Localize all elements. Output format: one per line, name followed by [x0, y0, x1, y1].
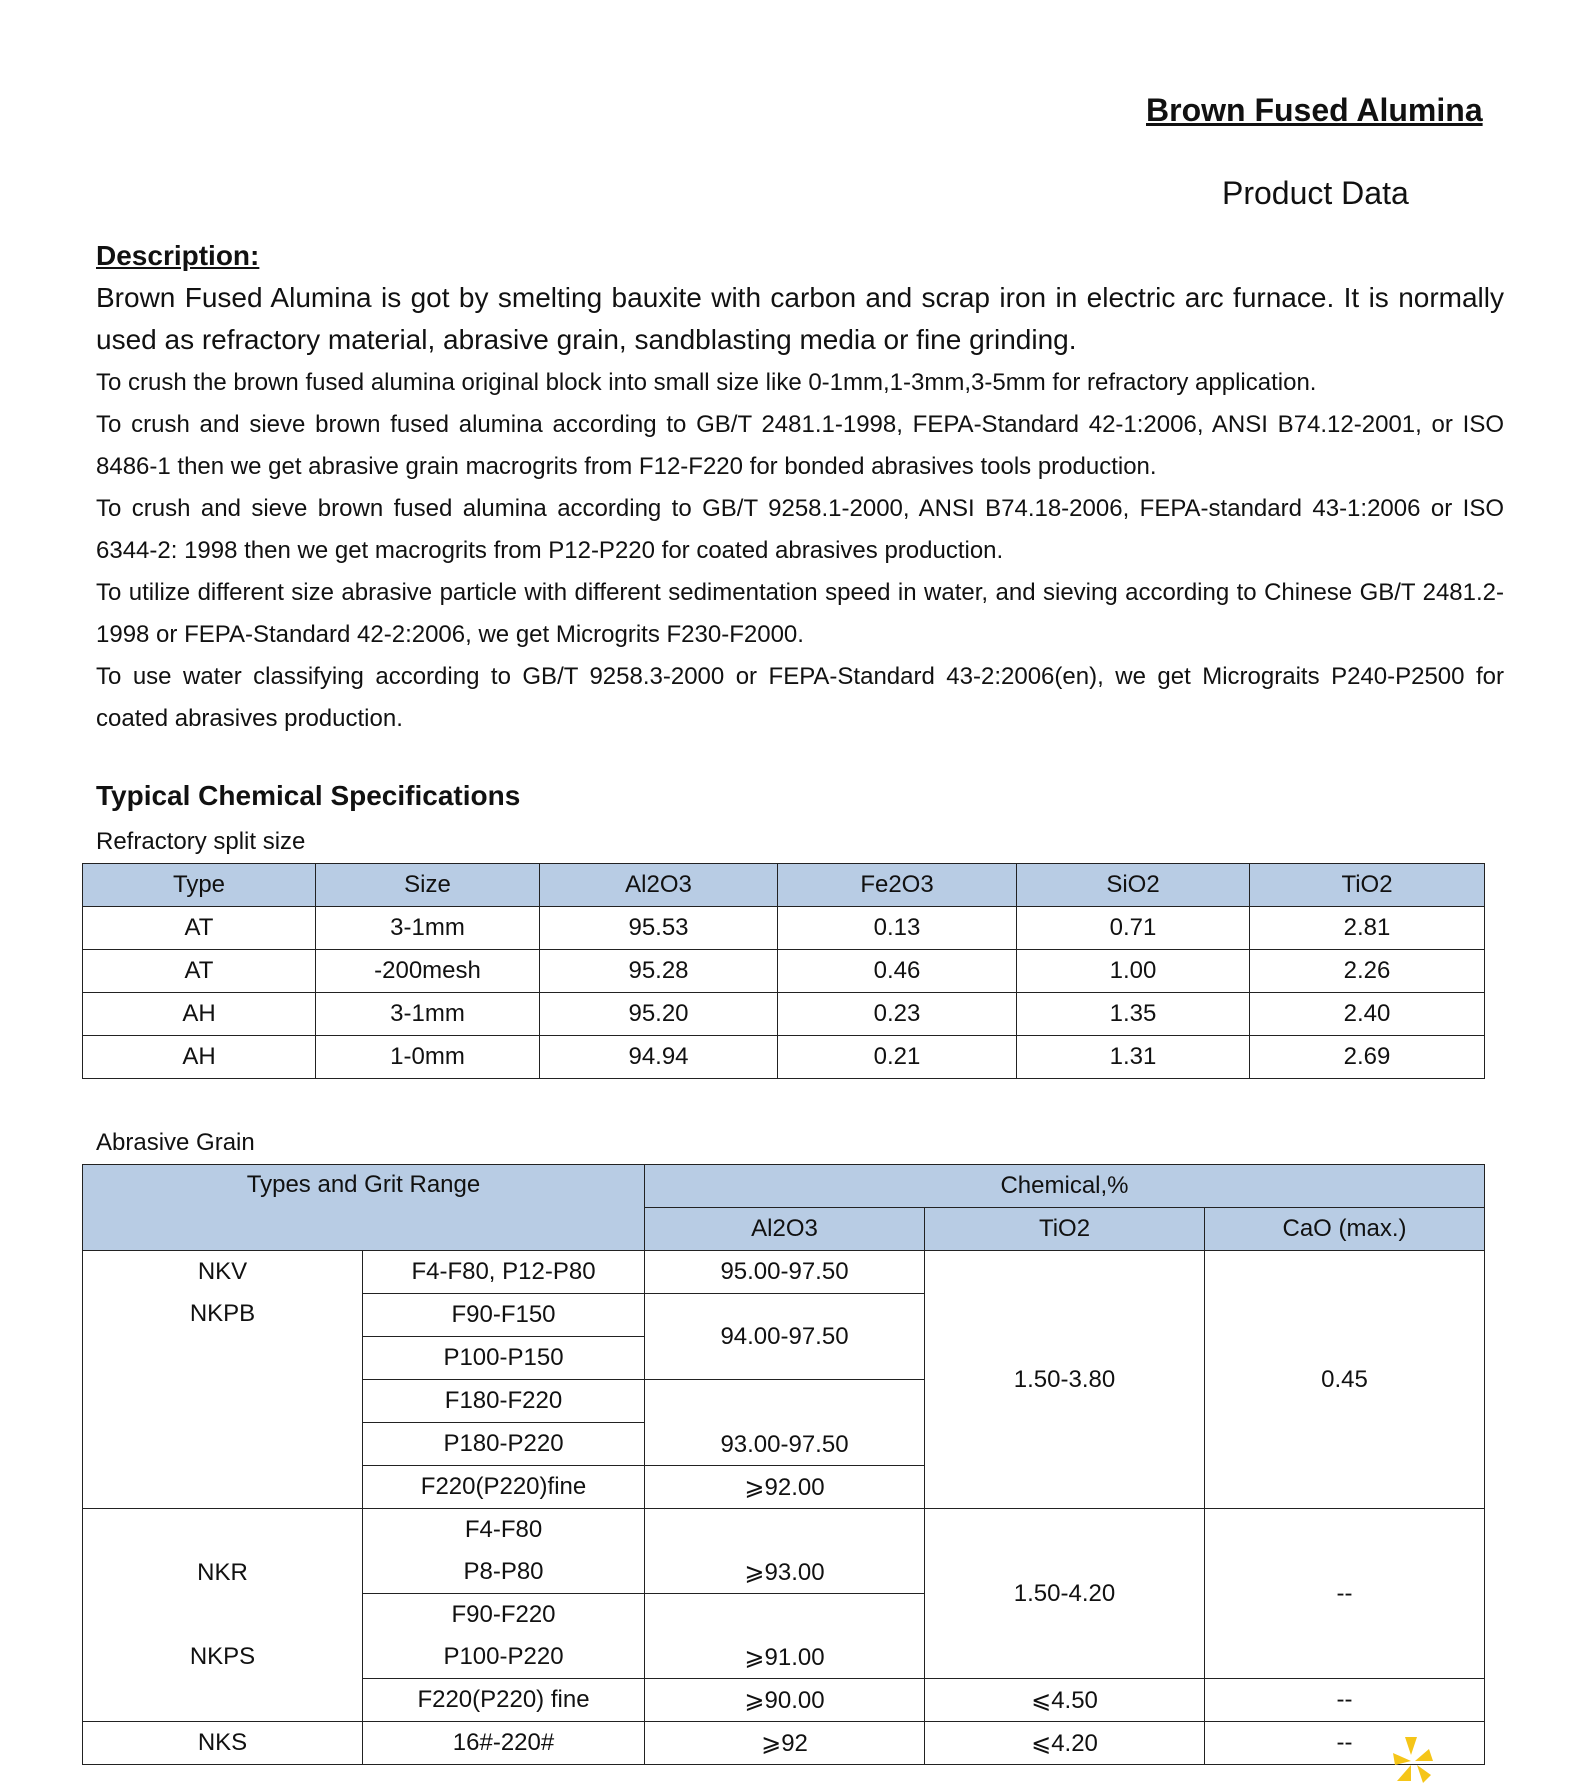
refractory-header-sio2: SiO2	[1017, 864, 1250, 907]
table-row	[83, 1722, 1485, 1765]
table-row	[83, 950, 1485, 993]
abrasive-header-tio2: TiO2	[925, 1208, 1205, 1251]
grit-range-cell: F4-F80, P12-P80	[363, 1251, 645, 1294]
description-paragraph-5: To use water classifying according to GB/T 9258.3-2000 or FEPA-Standard 43-2:2006(en), we get Micrograits P240-P2500 for coated abrasives production.	[96, 663, 1504, 732]
description-paragraph-1: To crush the brown fused alumina original block into small size like 0-1mm,1-3mm,3-5mm for refractory application.	[96, 369, 1317, 396]
type-label-nkv: NKV	[197, 1258, 248, 1285]
refractory-header-tio2: TiO2	[1250, 864, 1485, 907]
grit-range-cell: F220(P220) fine	[363, 1679, 645, 1722]
table-cell: 2.40	[1250, 993, 1485, 1036]
document-title: Brown Fused Alumina	[1146, 92, 1483, 128]
grit-range-cell: F180-F220	[363, 1380, 645, 1423]
abrasive-header-al2o3: Al2O3	[645, 1208, 925, 1251]
watermark-logo-icon	[1385, 1735, 1445, 1783]
al2o3-cell: ⩾91.00	[645, 1594, 925, 1679]
table-cell: 1.31	[1017, 1036, 1250, 1079]
refractory-table	[82, 863, 1485, 1079]
table-cell: -200mesh	[316, 950, 540, 993]
description-lead: Brown Fused Alumina is got by smelting bauxite with carbon and scrap iron in electric arc furnace. It is normally used as refractory material, abrasive grain, sandblasting media or fine grinding.	[96, 282, 1504, 355]
table-cell: 95.20	[540, 993, 778, 1036]
cao-cell: 0.45	[1205, 1251, 1485, 1509]
type-label-nkpb: NKPB	[189, 1300, 256, 1327]
table-cell: AT	[83, 907, 316, 950]
refractory-header-size: Size	[316, 864, 540, 907]
table-cell: 2.81	[1250, 907, 1485, 950]
table-cell: 0.21	[778, 1036, 1017, 1079]
type-label-nkps: NKPS	[189, 1643, 256, 1670]
tio2-cell: 1.50-4.20	[925, 1509, 1205, 1679]
abrasive-header-types: Types and Grit Range	[83, 1165, 645, 1251]
grit-range-cell: F90-F150	[363, 1294, 645, 1337]
tio2-cell: 1.50-3.80	[925, 1251, 1205, 1509]
table-cell: 1-0mm	[316, 1036, 540, 1079]
table-cell: 0.46	[778, 950, 1017, 993]
grit-range-cell	[363, 1509, 645, 1594]
table-cell: 95.53	[540, 907, 778, 950]
al2o3-cell: 94.00-97.50	[645, 1294, 925, 1380]
cao-cell: --	[1205, 1722, 1485, 1765]
table-row	[83, 907, 1485, 950]
table-cell: 1.00	[1017, 950, 1250, 993]
type-cell-nkr-nkps	[83, 1509, 363, 1722]
refractory-table-caption: Refractory split size	[96, 828, 306, 855]
table-row	[83, 1509, 1485, 1594]
refractory-header-al2o3: Al2O3	[540, 864, 778, 907]
grit-range-cell: P180-P220	[363, 1423, 645, 1466]
grit-range-line: P100-P220	[443, 1643, 564, 1670]
al2o3-cell: ⩾92	[645, 1722, 925, 1765]
cao-cell: --	[1205, 1509, 1485, 1679]
tio2-cell: ⩽4.50	[925, 1679, 1205, 1722]
grit-range-line: F90-F220	[451, 1601, 556, 1628]
document-subtitle: Product Data	[1222, 175, 1409, 211]
abrasive-header-cao: CaO (max.)	[1205, 1208, 1485, 1251]
grit-range-cell: P100-P150	[363, 1337, 645, 1380]
grit-range-cell: 16#-220#	[363, 1722, 645, 1765]
type-label-nkr: NKR	[197, 1559, 248, 1586]
description-paragraph-4: To utilize different size abrasive particle with different sedimentation speed in water, and sieving according to Chinese GB/T 2481.2-1998 or FEPA-Standard 42-2:2006, we get Microgrits F230-F2000.	[96, 579, 1504, 648]
description-paragraph-3: To crush and sieve brown fused alumina according to GB/T 9258.1-2000, ANSI B74.18-2006, FEPA-standard 43-1:2006 or ISO 6344-2: 1998 then we get macrogrits from P12-P220 for coated abrasives production.	[96, 495, 1504, 564]
tio2-cell: ⩽4.20	[925, 1722, 1205, 1765]
al2o3-cell: ⩾90.00	[645, 1679, 925, 1722]
table-row	[83, 1251, 1485, 1294]
cao-cell: --	[1205, 1679, 1485, 1722]
refractory-header-fe2o3: Fe2O3	[778, 864, 1017, 907]
type-cell-nks: NKS	[83, 1722, 363, 1765]
abrasive-table-caption: Abrasive Grain	[96, 1129, 255, 1156]
table-cell: 3-1mm	[316, 907, 540, 950]
table-cell: AH	[83, 993, 316, 1036]
table-row	[83, 1036, 1485, 1079]
al2o3-cell: 95.00-97.50	[645, 1251, 925, 1294]
al2o3-cell: 93.00-97.50	[645, 1380, 925, 1466]
table-cell: 0.13	[778, 907, 1017, 950]
al2o3-cell: ⩾92.00	[645, 1466, 925, 1509]
table-cell: 3-1mm	[316, 993, 540, 1036]
refractory-header-type: Type	[83, 864, 316, 907]
description-heading: Description:	[96, 240, 260, 271]
grit-range-cell	[363, 1594, 645, 1679]
table-cell: 94.94	[540, 1036, 778, 1079]
table-cell: 1.35	[1017, 993, 1250, 1036]
al2o3-cell: ⩾93.00	[645, 1509, 925, 1594]
table-cell: 0.71	[1017, 907, 1250, 950]
grit-range-line: P8-P80	[463, 1558, 544, 1585]
chemical-specs-heading: Typical Chemical Specifications	[96, 780, 521, 811]
table-cell: AT	[83, 950, 316, 993]
type-cell-nkv-nkpb	[83, 1251, 363, 1509]
table-cell: AH	[83, 1036, 316, 1079]
abrasive-table	[82, 1164, 1485, 1765]
table-cell: 0.23	[778, 993, 1017, 1036]
grit-range-line: F4-F80	[464, 1516, 543, 1543]
table-cell: 95.28	[540, 950, 778, 993]
table-cell: 2.69	[1250, 1036, 1485, 1079]
table-row	[83, 993, 1485, 1036]
table-cell: 2.26	[1250, 950, 1485, 993]
description-paragraph-2: To crush and sieve brown fused alumina according to GB/T 2481.1-1998, FEPA-Standard 42-1:2006, ANSI B74.12-2001, or ISO 8486-1 then we get abrasive grain macrogrits from F12-F220 for bonded abrasives tools production.	[96, 411, 1504, 480]
abrasive-header-chemical: Chemical,%	[645, 1165, 1485, 1208]
grit-range-cell: F220(P220)fine	[363, 1466, 645, 1509]
